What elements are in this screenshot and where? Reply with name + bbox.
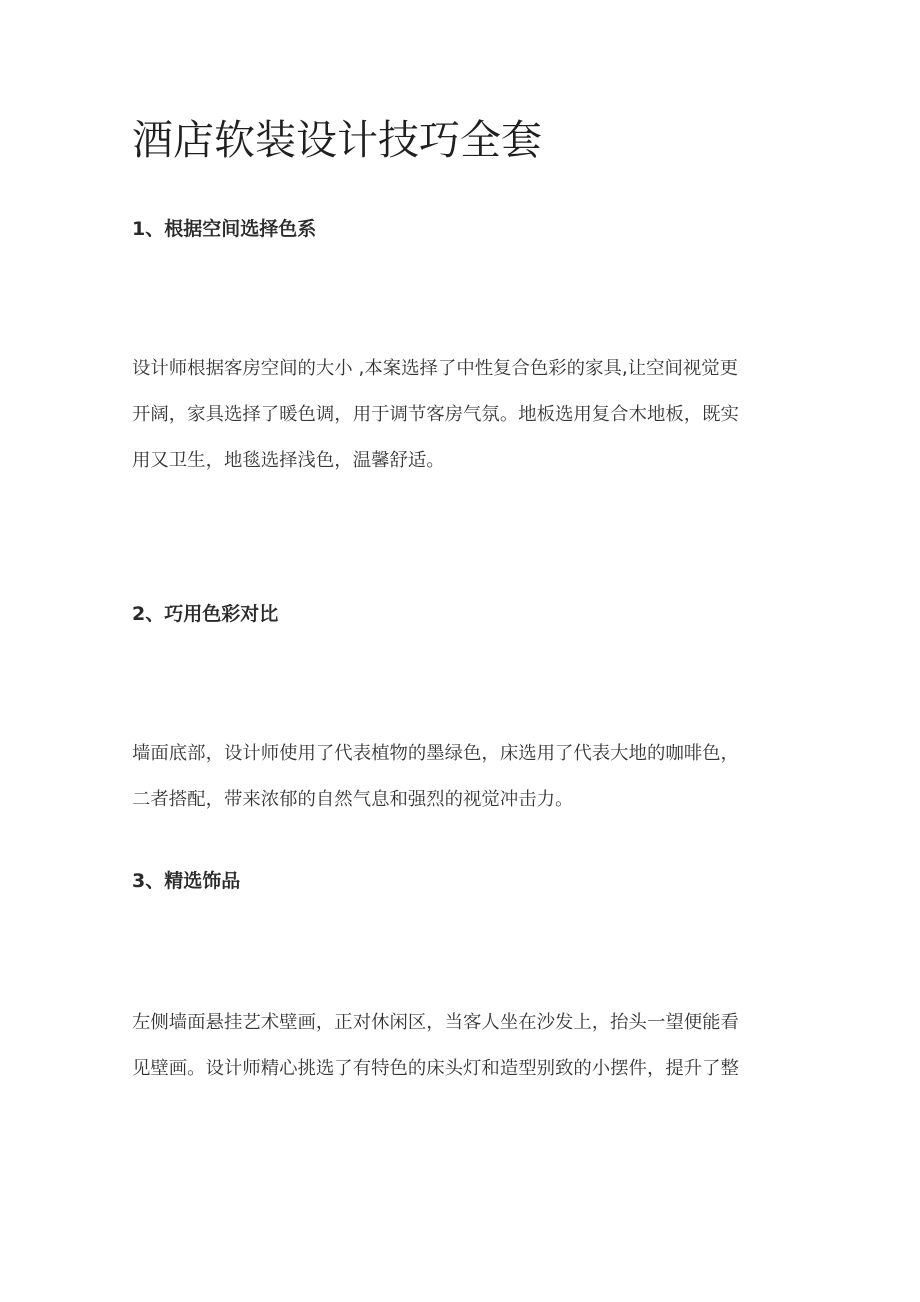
section-heading-2: 2、巧用色彩对比 — [132, 603, 279, 625]
section-heading-1: 1、根据空间选择色系 — [132, 218, 317, 240]
document-title: 酒店软装设计技巧全套 — [132, 116, 542, 164]
paragraph-line: 用又卫生，地毯选择浅色，温馨舒适。 — [132, 450, 445, 471]
paragraph-line: 二者搭配，带来浓郁的自然气息和强烈的视觉冲击力。 — [132, 789, 574, 810]
section-heading-3: 3、精选饰品 — [132, 870, 241, 892]
paragraph-line: 设计师根据客房空间的大小 ,本案选择了中性复合色彩的家具,让空间视觉更 — [132, 358, 739, 379]
paragraph-line: 左侧墙面悬挂艺术壁画，正对休闲区，当客人坐在沙发上，抬头一望便能看 — [132, 1012, 739, 1033]
section-paragraph-3 — [132, 1000, 812, 1092]
section-paragraph-2 — [132, 731, 812, 823]
paragraph-line: 开阔，家具选择了暖色调，用于调节客房气氛。地板选用复合木地板，既实 — [132, 404, 739, 425]
paragraph-line: 墙面底部，设计师使用了代表植物的墨绿色，床选用了代表大地的咖啡色， — [132, 743, 739, 764]
section-paragraph-1 — [132, 346, 812, 484]
paragraph-line: 见壁画。设计师精心挑选了有特色的床头灯和造型别致的小摆件，提升了整 — [132, 1058, 739, 1079]
